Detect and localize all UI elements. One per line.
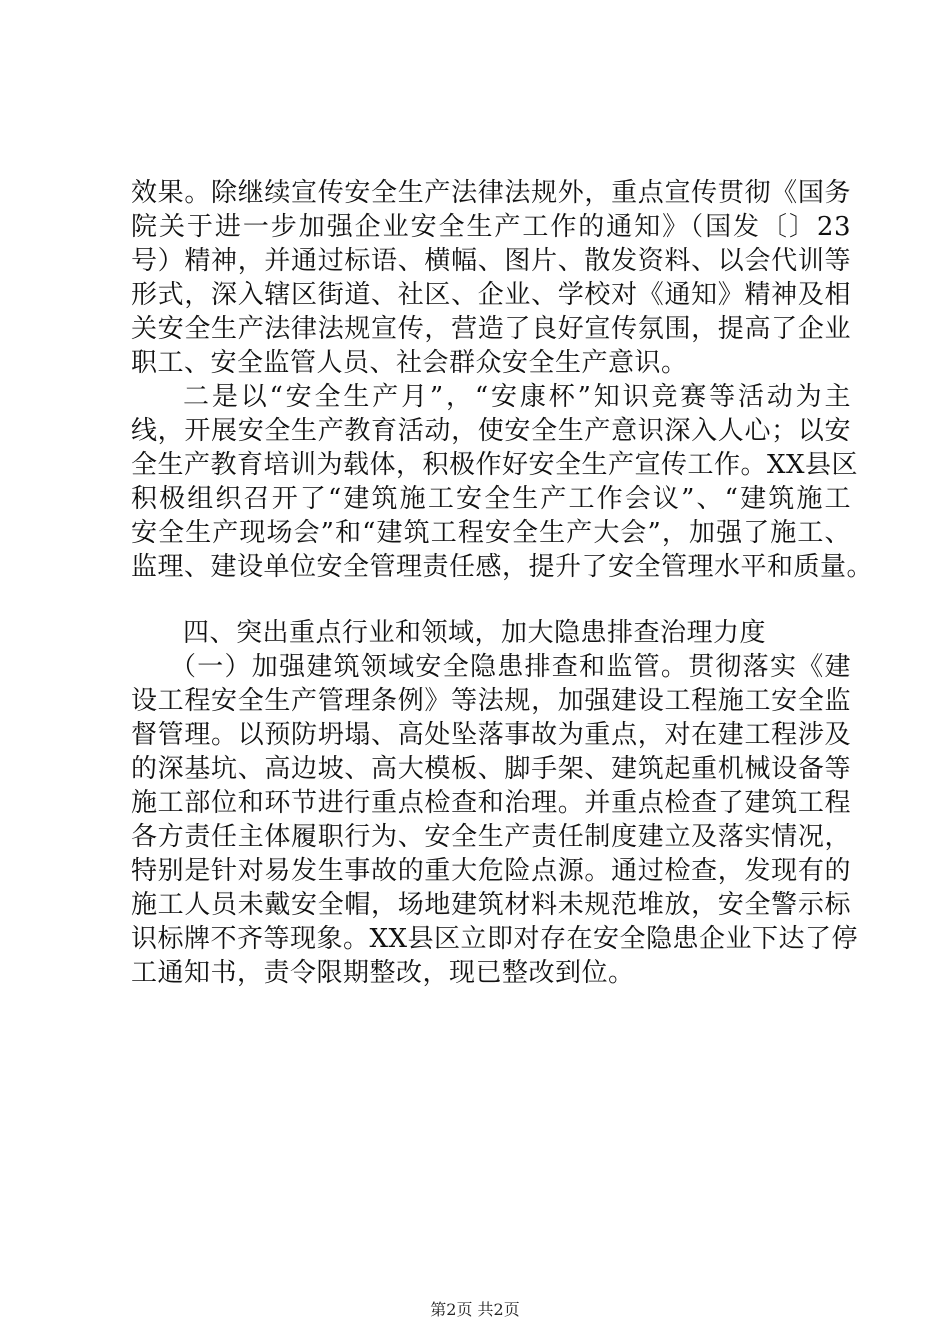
paragraph-line: 院关于进一步加强企业安全生产工作的通知》（国发〔〕23 — [131, 212, 851, 242]
paragraph-line: 的深基坑、高边坡、高大模板、脚手架、建筑起重机械设备等 — [131, 754, 851, 784]
page-number-footer: 第2页 共2页 — [430, 1300, 520, 1319]
paragraph-line: （一）加强建筑领域安全隐患排查和监管。贯彻落实《建 — [170, 652, 851, 682]
paragraph-line: 督管理。以预防坍塌、高处坠落事故为重点，对在建工程涉及 — [131, 720, 851, 750]
paragraph-line: 积极组织召开了“建筑施工安全生产工作会议”、“建筑施工 — [131, 484, 851, 514]
paragraph-line: 线，开展安全生产教育活动，使安全生产意识深入人心；以安 — [131, 416, 851, 446]
paragraph-line: 效果。除继续宣传安全生产法律法规外，重点宣传贯彻《国务 — [131, 178, 851, 208]
paragraph-line: 识标牌不齐等现象。XX县区立即对存在安全隐患企业下达了停 — [131, 924, 859, 954]
paragraph-line: 全生产教育培训为载体，积极作好安全生产宣传工作。XX县区 — [131, 450, 859, 480]
paragraph-line: 形式，深入辖区街道、社区、企业、学校对《通知》精神及相 — [131, 280, 851, 310]
paragraph-line: 职工、安全监管人员、社会群众安全生产意识。 — [131, 348, 688, 378]
section-heading: 四、突出重点行业和领域，加大隐患排查治理力度 — [183, 618, 767, 648]
paragraph-line: 号）精神，并通过标语、横幅、图片、散发资料、以会代训等 — [131, 246, 851, 276]
paragraph-line: 二是以“安全生产月”，“安康杯”知识竞赛等活动为主 — [183, 382, 851, 412]
paragraph-line: 设工程安全生产管理条例》等法规，加强建设工程施工安全监 — [131, 686, 851, 716]
paragraph-line: 监理、建设单位安全管理责任感，提升了安全管理水平和质量。 — [131, 552, 874, 582]
paragraph-line: 关安全生产法律法规宣传，营造了良好宣传氛围，提高了企业 — [131, 314, 851, 344]
paragraph-line: 施工人员未戴安全帽，场地建筑材料未规范堆放，安全警示标 — [131, 890, 851, 920]
paragraph-line: 施工部位和环节进行重点检查和治理。并重点检查了建筑工程 — [131, 788, 851, 818]
paragraph-line: 工通知书，责令限期整改，现已整改到位。 — [131, 958, 635, 988]
paragraph-line: 特别是针对易发生事故的重大危险点源。通过检查，发现有的 — [131, 856, 851, 886]
paragraph-line: 各方责任主体履职行为、安全生产责任制度建立及落实情况， — [131, 822, 851, 852]
paragraph-line: 安全生产现场会”和“建筑工程安全生产大会”，加强了施工、 — [131, 518, 851, 548]
